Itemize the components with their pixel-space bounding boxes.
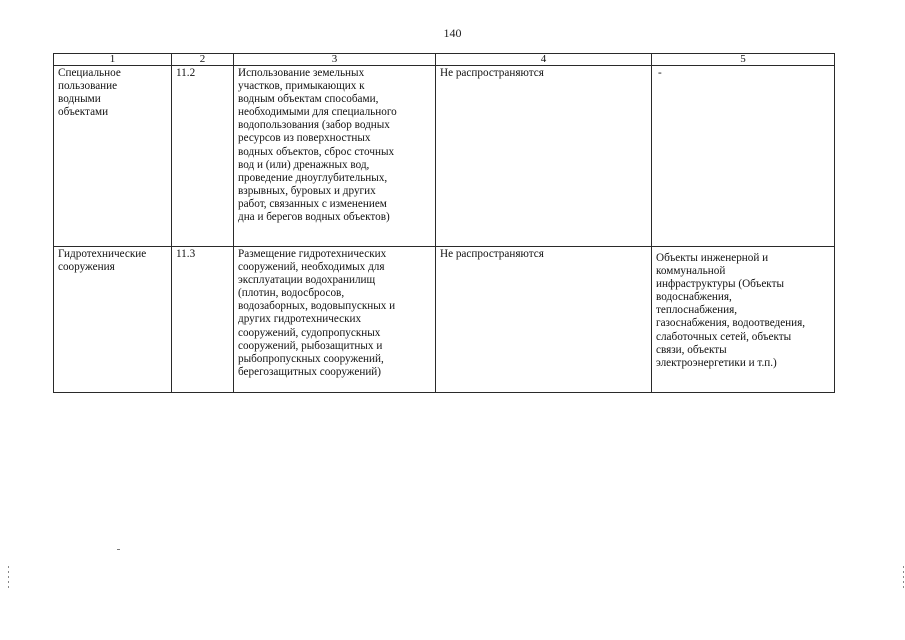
row-description-text: Размещение гидротехнических сооружений, необходимых для эксплуатации водохранилищ (плотин, водосбросов, водозаборных, водовыпускных и других гидротехнических сооружений, судопропускных сооружений, рыбозащитных и рыбопропускных сооружений, берегозащитных сооружений) [238, 248, 396, 378]
column-header-3: 3 [234, 54, 436, 66]
row-name-text: Гидротехнические сооружения [58, 248, 147, 274]
row-col5-cell [652, 247, 835, 393]
table-row [54, 66, 835, 247]
row-col5-text: Объекты инженерной и коммунальной инфраструктуры (Объекты водоснабжения, теплоснабжения, газоснабжения, водоотведения, слаботочных сетей, объекты связи, объекты электроэнергетики и т.п.) [656, 252, 806, 369]
column-header-4: 4 [436, 54, 652, 66]
scan-edge-mark-left [8, 566, 9, 588]
row-col5-text: - [658, 67, 662, 79]
row-code-text: 11.2 [176, 67, 196, 79]
row-name-cell [54, 66, 172, 247]
scan-edge-mark-right [903, 566, 904, 588]
scan-artifact [117, 549, 120, 550]
document-table [53, 53, 835, 393]
row-col4-cell [436, 66, 652, 247]
column-header-2: 2 [172, 54, 234, 66]
table-row [54, 247, 835, 393]
page-number: 140 [443, 26, 462, 40]
row-description-cell [234, 247, 436, 393]
column-header-1: 1 [54, 54, 172, 66]
column-header-5: 5 [652, 54, 835, 66]
row-code-text: 11.3 [176, 248, 196, 260]
row-name-cell [54, 247, 172, 393]
row-code-cell [172, 247, 234, 393]
row-name-text: Специальное пользование водными объектами [58, 67, 121, 119]
row-description-cell [234, 66, 436, 247]
row-col4-cell [436, 247, 652, 393]
table-header-row [54, 54, 835, 66]
row-col5-cell [652, 66, 835, 247]
row-code-cell [172, 66, 234, 247]
row-description-text: Использование земельных участков, примыкающих к водным объектам способами, необходимыми для специального водопользования (забор водных ресурсов из поверхностных водных объектов, сброс сточных вод и (или) дренажных вод, проведение дноуглубительных, взрывных, буровых и других работ, связанных с изменением дна и берегов водных объектов) [238, 67, 397, 224]
row-col4-text: Не распространяются [440, 248, 544, 260]
row-col4-text: Не распространяются [440, 67, 544, 79]
